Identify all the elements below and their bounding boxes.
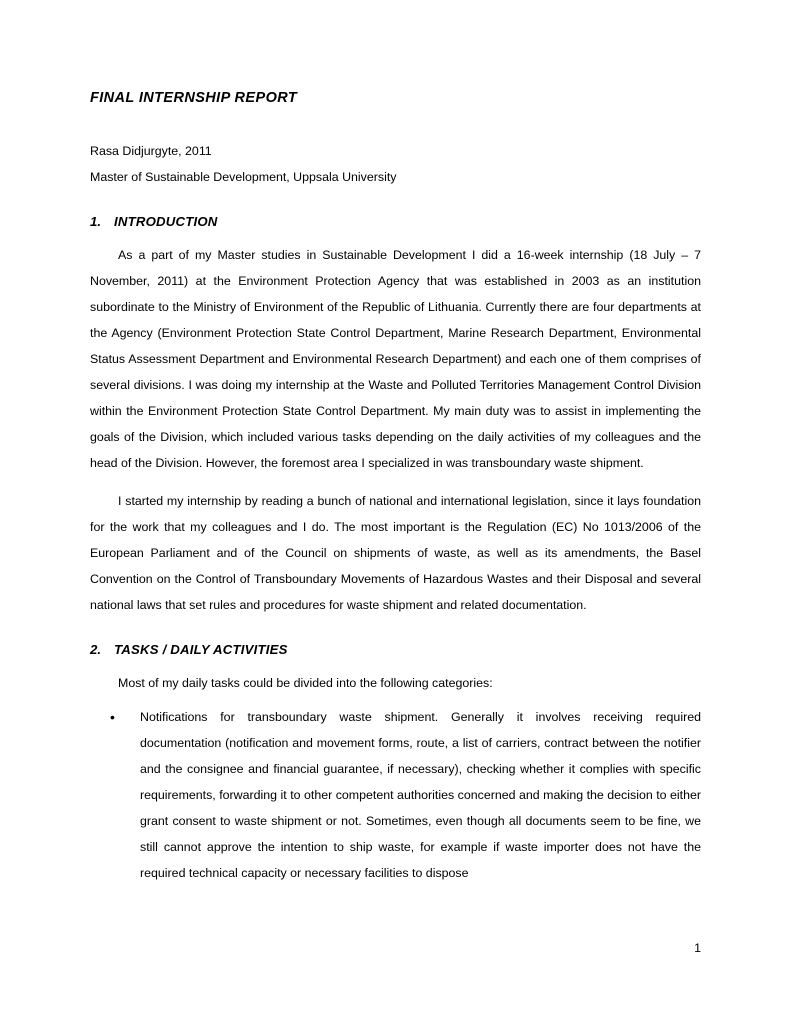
- section-title: INTRODUCTION: [114, 214, 218, 229]
- section-title: TASKS / DAILY ACTIVITIES: [114, 642, 288, 657]
- author-block: [90, 138, 701, 190]
- document-content: [90, 88, 701, 886]
- section-intro-text: Most of my daily tasks could be divided into the following categories:: [118, 676, 493, 690]
- task-bullet-list: [90, 704, 701, 886]
- page-title: FINAL INTERNSHIP REPORT: [90, 90, 298, 106]
- bullet-point-icon: •: [110, 709, 115, 725]
- section-heading-introduction: [90, 212, 701, 232]
- page-number: 1: [694, 941, 701, 955]
- author-name: Rasa Didjurgyte, 2011: [90, 144, 212, 158]
- paragraph: As a part of my Master studies in Sustainable Development I did a 16-week internship (18 July – 7 November, 2011) at the Environment Protection Agency that was established in 2003 as an institution subordinate to the Ministry of Environment of the Republic of Lithuania. Currently there are four departments at the Agency (Environment Protection State Control Department, Marine Research Department, Environmental Status Assessment Department and Environmental Research Department) and each one of them comprises of several divisions. I was doing my internship at the Waste and Polluted Territories Management Control Division within the Environment Protection State Control Department. My main duty was to assist in implementing the goals of the Division, which included various tasks depending on the daily activities of my colleagues and the head of the Division. However, the foremost area I specialized in was transboundary waste shipment.: [90, 248, 701, 470]
- section-heading-tasks: [90, 640, 701, 660]
- list-item-text: Notifications for transboundary waste shipment. Generally it involves receiving required documentation (notification and movement forms, route, a list of carriers, contract between the notifier and the consignee and financial guarantee, if necessary), checking whether it complies with specific requirements, forwarding it to other competent authorities concerned and making the decision to either grant consent to waste shipment or not. Sometimes, even though all documents seem to be fine, we still cannot approve the intention to ship waste, for example if waste importer does not have the required technical capacity or necessary facilities to dispose: [140, 710, 701, 880]
- list-item: [90, 704, 701, 886]
- author-affiliation: Master of Sustainable Development, Uppsala University: [90, 170, 397, 184]
- section-number: 1.: [90, 214, 101, 229]
- section-number: 2.: [90, 642, 101, 657]
- paragraph: I started my internship by reading a bunch of national and international legislation, since it lays foundation for the work that my colleagues and I do. The most important is the Regulation (EC) No 1013/2006 of the European Parliament and of the Council on shipments of waste, as well as its amendments, the Basel Convention on the Control of Transboundary Movements of Hazardous Wastes and their Disposal and several national laws that set rules and procedures for waste shipment and related documentation.: [90, 494, 701, 612]
